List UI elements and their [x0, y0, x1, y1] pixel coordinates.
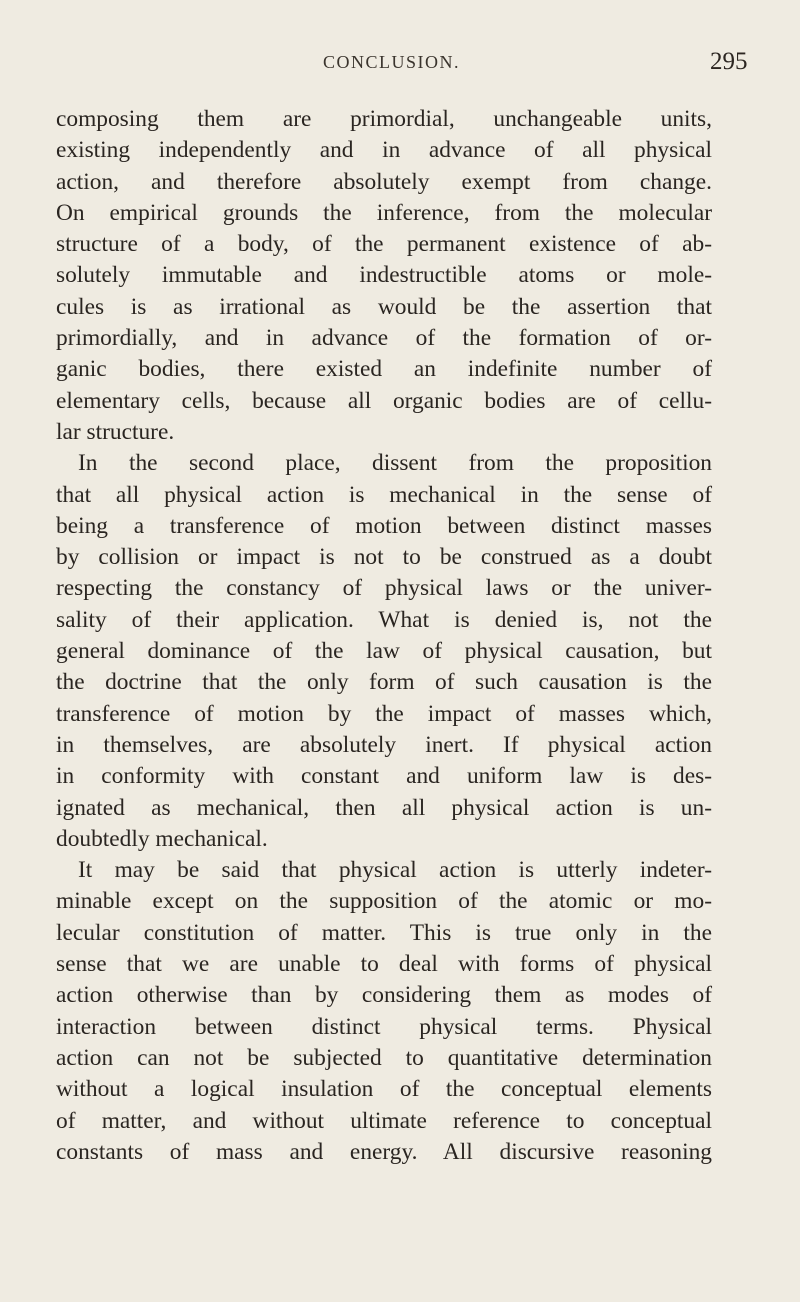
text-line: composing them are primordial, unchangeable units,: [56, 106, 712, 132]
text-line: In the second place, dissent from the proposition: [78, 450, 712, 477]
text-line: sense that we are unable to deal with forms of physical: [56, 951, 712, 978]
page-number: 295: [710, 48, 748, 75]
text-line: structure of a body, of the permanent existence of ab-: [56, 231, 712, 258]
text-line: action can not be subjected to quantitative determination: [56, 1044, 712, 1071]
text-line: that all physical action is mechanical in the sense of: [56, 481, 712, 508]
text-line: elementary cells, because all organic bodies are of cellu-: [56, 387, 712, 414]
body-text: [56, 104, 712, 1168]
text-line: primordially, and in advance of the formation of or-: [56, 325, 712, 352]
text-line: lecular constitution of matter. This is true only in the: [56, 919, 712, 946]
text-line: ganic bodies, there existed an indefinite number of: [56, 356, 712, 383]
text-line: doubtedly mechanical.: [56, 825, 268, 852]
text-line: constants of mass and energy. All discursive reasoning: [56, 1138, 712, 1165]
text-line: lar structure.: [56, 418, 175, 445]
text-line: without a logical insulation of the conceptual elements: [56, 1076, 712, 1103]
text-line: in conformity with constant and uniform law is des-: [56, 763, 712, 790]
text-line: transference of motion by the impact of masses which,: [56, 700, 712, 727]
running-head: CONCLUSION.: [323, 52, 461, 72]
text-line: interaction between distinct physical terms. Physical: [56, 1013, 712, 1040]
text-line: sality of their application. What is denied is, not the: [56, 606, 712, 633]
text-line: action otherwise than by considering them as modes of: [56, 982, 712, 1009]
text-line: existing independently and in advance of all physical: [56, 137, 712, 164]
text-line: minable except on the supposition of the atomic or mo-: [56, 888, 712, 915]
text-line: in themselves, are absolutely inert. If physical action: [56, 731, 712, 758]
page-header: [0, 46, 800, 86]
text-line: action, and therefore absolutely exempt from change.: [56, 168, 712, 195]
text-line: by collision or impact is not to be construed as a doubt: [56, 544, 712, 571]
text-line: It may be said that physical action is utterly indeter-: [78, 857, 712, 884]
text-line: solutely immutable and indestructible atoms or mole-: [56, 262, 712, 289]
text-line: ignated as mechanical, then all physical action is un-: [56, 794, 712, 821]
text-line: respecting the constancy of physical laws or the univer-: [56, 575, 712, 602]
text-line: of matter, and without ultimate reference to conceptual: [56, 1107, 712, 1134]
text-line: the doctrine that the only form of such causation is the: [56, 669, 712, 696]
text-line: general dominance of the law of physical causation, but: [56, 638, 712, 665]
text-line: being a transference of motion between distinct masses: [56, 512, 712, 539]
text-line: cules is as irrational as would be the assertion that: [56, 293, 712, 320]
text-line: On empirical grounds the inference, from the molecular: [56, 199, 712, 226]
